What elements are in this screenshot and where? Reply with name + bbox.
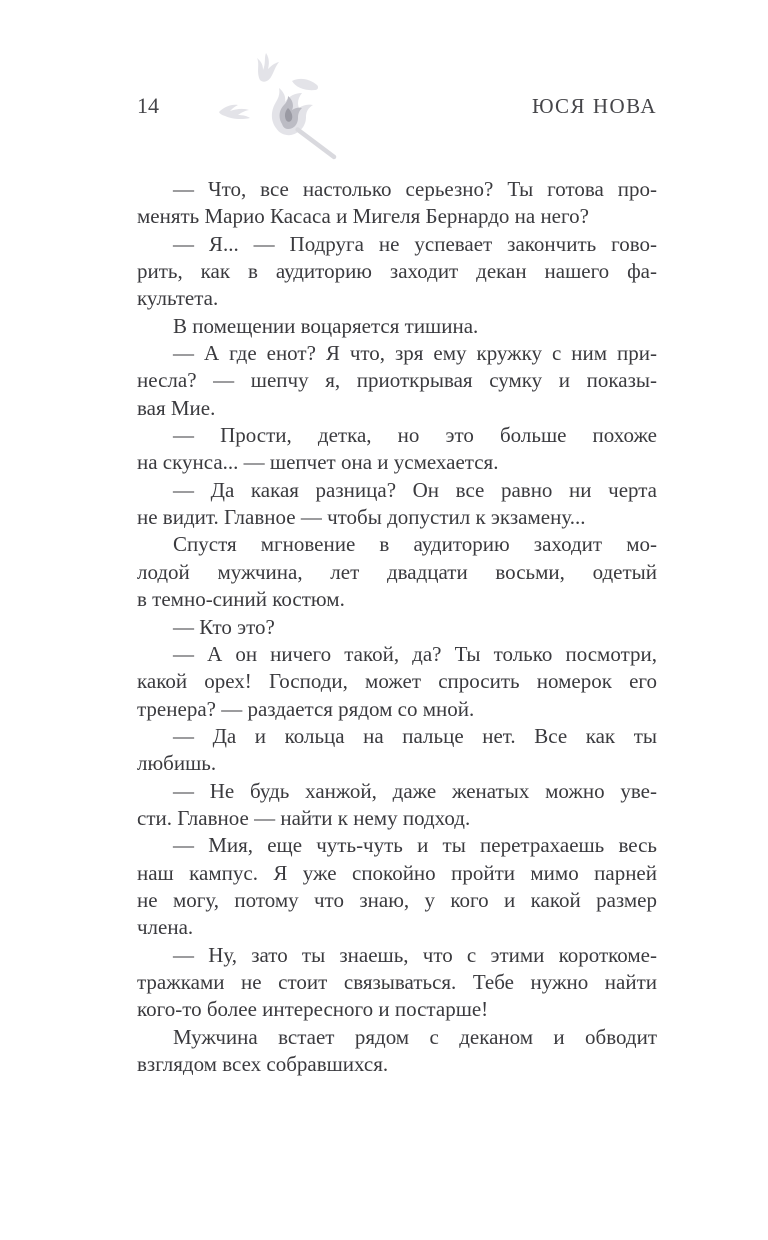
- text-line: лодой мужчина, лет двадцати восьми, одетый: [137, 559, 657, 584]
- text-line: взглядом всех собравшихся.: [137, 1052, 389, 1076]
- running-header-author: ЮСЯ НОВА: [531, 94, 657, 118]
- text-line: сти. Главное — найти к нему подход.: [137, 805, 471, 830]
- text-line: — Мия, еще чуть-чуть и ты перетрахаешь весь: [173, 833, 657, 858]
- text-line: — Да и кольца на пальце нет. Все как ты: [173, 723, 657, 748]
- text-line: — Не будь ханжой, даже женатых можно уве-: [173, 778, 657, 803]
- text-line: любишь.: [137, 751, 217, 776]
- text-line: в темно-синий костюм.: [137, 587, 345, 612]
- text-line: несла? — шепчу я, приоткрывая сумку и показы-: [137, 368, 657, 393]
- text-line: Спустя мгновение в аудиторию заходит мо-: [173, 532, 657, 557]
- text-line: — Я... — Подруга не успевает закончить гово-: [173, 231, 657, 256]
- text-line: наш кампус. Я уже спокойно пройти мимо парней: [137, 860, 657, 885]
- text-line: — Ну, зато ты знаешь, что с этими короткоме-: [173, 942, 657, 967]
- text-line: на скунса... — шепчет она и усмехается.: [137, 450, 499, 475]
- text-line: — Что, все настолько серьезно? Ты готова про-: [173, 177, 657, 201]
- body-text: [137, 176, 657, 1078]
- page-number: 14: [137, 93, 159, 118]
- text-line: — А где енот? Я что, зря ему кружку с ним при-: [173, 341, 657, 366]
- text-line: — Да какая разница? Он все равно ни черта: [173, 477, 657, 502]
- text-line: какой орех! Господи, может спросить номерок его: [137, 669, 657, 694]
- text-line: — Кто это?: [173, 614, 275, 639]
- text-line: вая Мие.: [137, 395, 216, 420]
- text-line: Мужчина встает рядом с деканом и обводит: [173, 1024, 657, 1049]
- page-header: [137, 93, 657, 119]
- text-line: менять Марио Касаса и Мигеля Бернардо на него?: [137, 204, 589, 229]
- text-line: кого-то более интересного и постарше!: [137, 997, 489, 1022]
- text-line: культета.: [137, 286, 219, 311]
- text-line: тражками не стоит связываться. Тебе нужно найти: [137, 969, 657, 994]
- text-line: рить, как в аудиторию заходит декан нашего фа-: [137, 259, 657, 284]
- text-line: — Прости, детка, но это больше похоже: [173, 423, 657, 448]
- text-line: В помещении воцаряется тишина.: [173, 313, 479, 338]
- text-line: члена.: [137, 915, 194, 940]
- text-line: не могу, потому что знаю, у кого и какой размер: [137, 887, 657, 912]
- text-line: тренера? — раздается рядом со мной.: [137, 696, 475, 721]
- text-line: — А он ничего такой, да? Ты только посмотри,: [173, 641, 657, 666]
- text-line: не видит. Главное — чтобы допустил к экзамену...: [137, 505, 586, 530]
